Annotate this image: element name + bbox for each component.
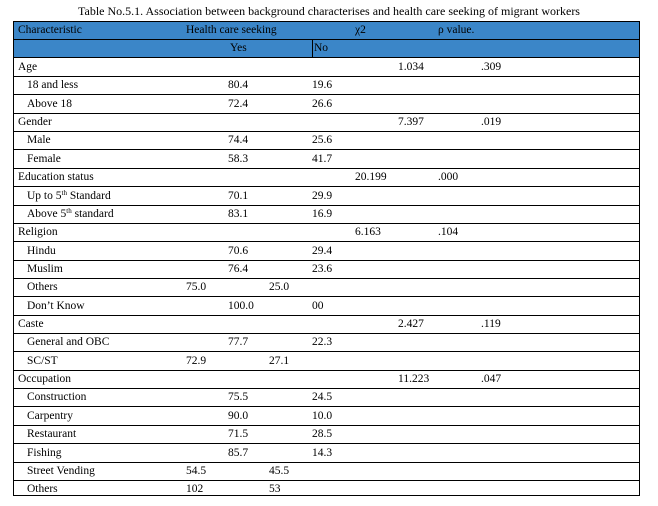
chi2-value: 7.397 (398, 116, 424, 129)
no-percent: 00 (312, 299, 324, 312)
no-percent: 45.5 (269, 464, 290, 477)
row-label-text: Carpentry (27, 409, 73, 422)
row-label-text: Age (18, 61, 38, 73)
row-label (27, 481, 58, 498)
yes-percent: 77.7 (228, 336, 249, 349)
row-label-text: Caste (18, 318, 44, 331)
header-yes: Yes (230, 42, 247, 54)
row-label-text: Male (27, 134, 51, 147)
no-percent: 25.0 (269, 281, 290, 294)
no-percent: 25.6 (312, 134, 333, 147)
no-percent: 22.3 (312, 336, 333, 349)
table-row (14, 316, 639, 334)
table-row (14, 169, 639, 187)
table-row (14, 279, 639, 297)
no-percent: 16.9 (312, 207, 333, 220)
table-row (14, 353, 639, 371)
no-percent: 28.5 (312, 428, 333, 441)
header-row-1 (14, 22, 639, 40)
row-label (18, 59, 37, 76)
yes-percent: 70.6 (228, 244, 249, 257)
row-label-text: Others (27, 281, 58, 294)
yes-percent: 102 (186, 483, 204, 496)
table-row (14, 445, 639, 463)
row-label (27, 188, 111, 205)
chi2-value: 11.223 (398, 373, 430, 386)
table-row (14, 132, 639, 150)
yes-percent: 71.5 (228, 428, 249, 441)
table-row (14, 59, 639, 77)
row-label (27, 151, 61, 168)
row-label (27, 445, 62, 462)
yes-percent: 54.5 (186, 464, 207, 477)
table-row (14, 481, 639, 499)
yes-percent: 100.0 (228, 299, 254, 312)
row-label-superscript: th (61, 188, 67, 197)
no-percent: 29.4 (312, 244, 333, 257)
no-percent: 27.1 (269, 354, 290, 367)
yes-percent: 70.1 (228, 189, 249, 202)
header-health-care-seeking: Health care seeking (186, 24, 277, 36)
row-label (27, 206, 114, 223)
row-label-text: Others (27, 483, 58, 496)
table-row (14, 151, 639, 169)
table-row (14, 243, 639, 261)
yes-percent: 72.9 (186, 354, 207, 367)
table-row (14, 261, 639, 279)
header-chi2: χ2 (355, 24, 366, 36)
row-label-suffix: Standard (66, 189, 111, 202)
yes-percent: 72.4 (228, 97, 249, 110)
table-row (14, 426, 639, 444)
row-label-text: Construction (27, 391, 87, 404)
yes-percent: 74.4 (228, 134, 249, 147)
yes-percent: 75.5 (228, 391, 249, 404)
p-value: .019 (481, 116, 502, 129)
row-label-suffix: standard (71, 207, 114, 220)
row-label-text: Above 18 (27, 97, 73, 110)
yes-percent: 85.7 (228, 446, 249, 459)
row-label (27, 77, 78, 94)
no-percent: 19.6 (312, 79, 333, 92)
row-label-text: Above 5 (27, 207, 67, 220)
row-label-text: SC/ST (27, 354, 58, 367)
row-label (27, 298, 85, 315)
table-caption: Table No.5.1. Association between background characterises and health care seeking of migrant workers (78, 4, 580, 18)
row-label-text: Street Vending (27, 464, 95, 477)
chi2-value: 20.199 (355, 171, 387, 184)
yes-percent: 75.0 (186, 281, 207, 294)
no-percent: 14.3 (312, 446, 333, 459)
table-row (14, 334, 639, 352)
no-percent: 10.0 (312, 409, 333, 422)
no-percent: 26.6 (312, 97, 333, 110)
row-label-text: 18 and less (27, 79, 79, 92)
table-row (14, 389, 639, 407)
row-label-text: Religion (18, 226, 58, 239)
row-label-text: General and OBC (27, 336, 110, 349)
row-label-text: Female (27, 152, 61, 165)
row-label (27, 243, 56, 260)
header-p-value: ρ value. (438, 24, 475, 36)
row-label (18, 169, 94, 186)
row-label (18, 114, 52, 131)
row-label (27, 334, 109, 351)
p-value: .119 (481, 318, 501, 331)
row-label-text: Gender (18, 116, 52, 129)
yes-percent: 58.3 (228, 152, 249, 165)
yes-percent: 76.4 (228, 262, 249, 275)
yes-percent: 80.4 (228, 79, 249, 92)
row-label-text: Restaurant (27, 428, 77, 441)
header-row-2 (14, 40, 639, 58)
header-no: No (314, 42, 329, 54)
table-row (14, 224, 639, 242)
chi2-value: 6.163 (355, 226, 381, 239)
row-label (27, 279, 58, 296)
table-row (14, 96, 639, 114)
table-row (14, 77, 639, 95)
table-row (14, 114, 639, 132)
row-label (27, 261, 63, 278)
table-row (14, 463, 639, 481)
row-label-text: Education status (18, 171, 94, 184)
header-divider (312, 40, 313, 57)
row-label-text: Muslim (27, 262, 63, 275)
p-value: .104 (438, 226, 459, 239)
no-percent: 53 (269, 483, 281, 496)
yes-percent: 83.1 (228, 207, 249, 220)
row-label-text: Hindu (27, 244, 56, 257)
data-table (13, 21, 640, 496)
row-label (27, 96, 72, 113)
row-label (27, 132, 51, 149)
row-label-text: Up to 5 (27, 189, 62, 202)
row-label-superscript: th (66, 206, 72, 215)
table-row (14, 206, 639, 224)
row-label-text: Don’t Know (27, 299, 85, 312)
row-label (27, 426, 76, 443)
row-label-text: Fishing (27, 446, 62, 459)
chi2-value: 2.427 (398, 318, 424, 331)
row-label (18, 371, 71, 388)
row-label (18, 316, 44, 333)
no-percent: 29.9 (312, 189, 333, 202)
header-characteristic: Characteristic (18, 24, 82, 36)
table-row (14, 371, 639, 389)
row-label (27, 463, 95, 480)
p-value: .000 (438, 171, 459, 184)
table-row (14, 298, 639, 316)
row-label (18, 224, 58, 241)
row-label (27, 389, 86, 406)
p-value: .047 (481, 373, 502, 386)
no-percent: 23.6 (312, 262, 333, 275)
p-value: .309 (481, 61, 502, 73)
row-label-text: Occupation (18, 373, 72, 386)
yes-percent: 90.0 (228, 409, 249, 422)
chi2-value: 1.034 (398, 61, 424, 73)
no-percent: 41.7 (312, 152, 333, 165)
row-label (27, 353, 58, 370)
no-percent: 24.5 (312, 391, 333, 404)
row-label (27, 408, 73, 425)
table-row (14, 408, 639, 426)
table-row (14, 188, 639, 206)
